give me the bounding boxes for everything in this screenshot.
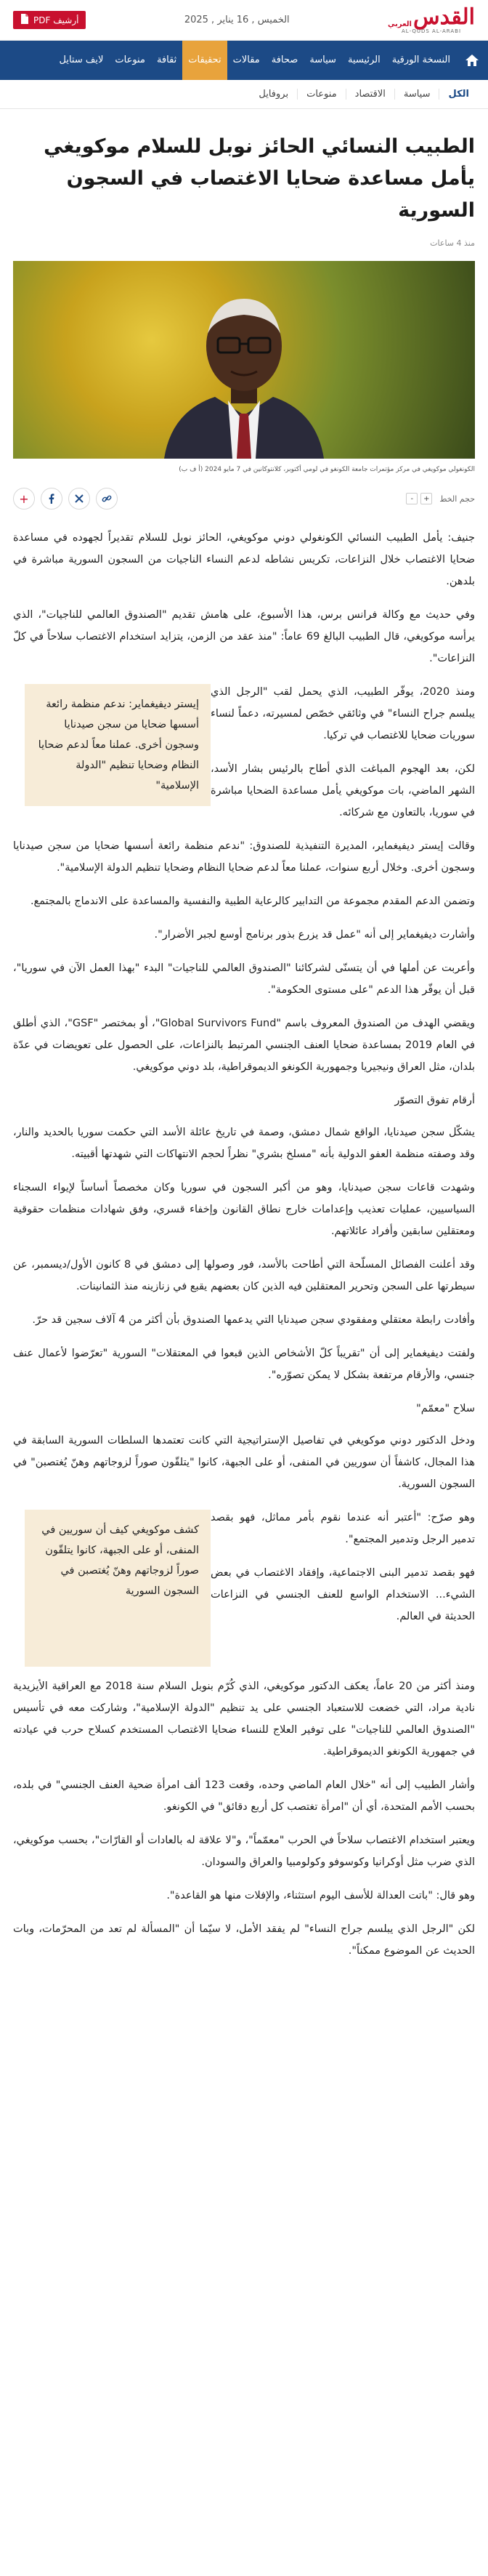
article-paragraph: وأشار الطبيب إلى أنه "خلال العام الماضي وحده، وقعت 123 ألف امرأة ضحية العنف الجنسي" في بلده، بحسب الأمم المتحدة، أي أن "امرأة تغتصب كل أربع دقائق" في الكونغو. [13, 1779, 476, 1813]
pull-quote: إيستر ديفيغماير: ندعم منظمة رائعة أسسها ضحايا من سجن صيدنايا وسجون أخرى. عملنا معاً لدعم ضحايا النظام وضحايا تنظيم "الدولة الإسلامية" [25, 684, 211, 806]
subnav-item[interactable]: الكل [439, 89, 478, 100]
logo-main-text: القدس [412, 4, 475, 30]
article-time: منذ 4 ساعات [430, 238, 475, 248]
article-paragraph: وأشارت ديفيغماير إلى أنه "عمل قد يزرع بذور برنامج أوسع لجبر الأضرار". [154, 929, 475, 941]
nav-item[interactable]: مقالات [232, 55, 260, 65]
pdf-archive-button[interactable] [13, 11, 86, 29]
article-paragraph: ويقضي الهدف من الصندوق المعروف باسم "Global Survivors Fund"، أو بمختصر "GSF"، الذي أطلق في العام 2019 بمساعدة ضحايا العنف الجنسي المرتبط بالنزاعات، على الحصول على تعويضات في عدّة بلدان، مثل العراق ونيجيريا وجمهورية الكونغو الديموقراطية، بلد دوني موكويغي. [13, 1018, 476, 1073]
subnav-item[interactable]: بروفايل [259, 89, 289, 100]
main-nav [0, 41, 488, 80]
article-paragraph: وتضمن الدعم المقدم مجموعة من التدابير كالرعاية الطبية والنفسية والمساعدة على الاندماج بالمجتمع. [30, 895, 475, 907]
share-icons [13, 488, 118, 510]
article-paragraph: وهو قال: "باتت العدالة للأسف اليوم استثناء، والإفلات منها هو القاعدة". [166, 1890, 475, 1901]
current-date: الخميس , 16 يناير , 2025 [184, 15, 290, 25]
article-paragraph: وقد أعلنت الفصائل المسلّحة التي أطاحت بالأسد، فور وصولها إلى دمشق في 8 كانون الأول/ديسمبر، عن سيطرتها على السجن وتحرير المعتقلين فيه الذين كان بعضهم يقبع في زنازينه منذ الثمانينات. [13, 1259, 475, 1292]
article-paragraph: جنيف: يأمل الطبيب النسائي الكونغولي دوني موكويغي، الحائز نوبل للسلام تقديراً لجهوده في مساعدة ضحايا الاغتصاب خلال النزاعات، تكريس نشاطه لدعم النساء الناجيات من السجون السورية مباشرة في بلدهن. [13, 532, 475, 587]
nav-item[interactable]: تحقيقات [182, 41, 227, 80]
nav-item[interactable]: صحافة [271, 55, 298, 65]
article-paragraph: وشهدت قاعات سجن صيدنايا، وهو من أكبر السجون في سوريا وكان مخصصاً أساساً لإيواء السجناء السياسيين، عمليات تعذيب وإعدامات خارج نطاق القانون وإخفاء قسري، وفق شهادات منظمات حقوقية ومعتقلين سابقين وأفراد عائلاتهم. [13, 1182, 475, 1237]
image-caption: الكونغولي موكويغي في مركز مؤتمرات جامعة الكونغو في لومي أكتوبر، كلانتوكانين في 7 مايو 2024 (أ ف ب) [179, 466, 475, 473]
article [0, 131, 488, 1962]
nav-items [54, 41, 457, 80]
article-paragraph: ودخل الدكتور دوني موكويغي في تفاصيل الإستراتيجية التي كانت تعتمدها السلطات السورية السابقة في هذا المجال، كاشفاً أن سوريين في المنفى، أو على الجبهة، كانوا "يتلقّون صوراً لزوجاتهم وهنّ يُغتصبن" في السجون السورية. [13, 1435, 475, 1490]
x-icon[interactable] [68, 488, 90, 510]
nav-item[interactable]: سياسة [309, 55, 336, 65]
home-icon[interactable] [456, 41, 488, 80]
article-paragraph: لكن "الرجل الذي يبلسم جراح النساء" لم يفقد الأمل، لا سيّما أن "المسألة لم تعد من المحرّمات، وبات الحديث عن الموضوع ممكناً". [13, 1923, 475, 1957]
article-paragraph: ومنذ 2020، يوفّر الطبيب، الذي يحمل لقب "الرجل الذي يبلسم جراح النساء" في وثائقي خصّص لمسيرته، دعماً لنساء سوريات ضحايا للاغتصاب في تركيا. [211, 686, 475, 741]
facebook-icon[interactable] [41, 488, 62, 510]
font-size-control [406, 493, 475, 504]
nav-item[interactable]: الرئيسية [347, 55, 381, 65]
article-hero-image [13, 261, 475, 459]
nav-item[interactable]: ثقافة [156, 55, 177, 65]
article-paragraph: وهو صرّح: "أعتبر أنه عندما نقوم بأمر مماثل، فهو بقصد تدمير الرجل وتدمير المجتمع". [211, 1512, 475, 1545]
article-paragraph: ولفتت ديفيغماير إلى أن "تقريباً كلّ الأشخاص الذين قبعوا في المعتقلات" السورية "تعرّضوا لأعمال عنف جنسي، والأرقام مرتفعة بشكل لا يمكن تصوّره". [13, 1348, 475, 1381]
font-decrease-button[interactable]: - [406, 493, 418, 504]
subnav-item[interactable]: الاقتصاد [346, 89, 394, 100]
portrait-illustration [150, 277, 338, 459]
pdf-archive-label: أرشيف PDF [33, 15, 79, 25]
article-paragraph: فهو بقصد تدمير البنى الاجتماعية، وإفقاد الاغتصاب في بعض الشيء... الاستخدام الواسع للعنف الجنسي في النزاعات الحديثة في العالم. [211, 1567, 475, 1622]
article-paragraph: ويعتبر استخدام الاغتصاب سلاحاً في الحرب "معمّماً"، و"لا علاقة له بالعادات أو القارّات"، بحسب موكويغي، الذي ضرب مثل أوكرانيا وكوسوفو وكولومبيا والعراق والسودان. [13, 1835, 475, 1868]
nav-item[interactable]: لايف ستايل [59, 55, 104, 65]
article-paragraph: ومنذ أكثر من 20 عاماً، يعكف الدكتور موكويغي، الذي كُرّم بنوبل السلام سنة 2018 مع العراقية الأيزيدية نادية مراد، التي خضعت للاستعباد الجنسي على يد تنظيم "الدولة الإسلامية"، وشاركت معه في تأسيس "الصندوق العالمي للناجيات" على توفير العلاج للنساء ضحايا الاغتصاب المستخدم كسلاح حرب في عيادته في جمهورية الكونغو الديموقراطية. [13, 1681, 475, 1758]
section-subhead: أرقام تفوق التصوّر [394, 1095, 475, 1106]
top-bar [0, 0, 488, 41]
nav-item[interactable]: النسخة الورقية [391, 55, 450, 65]
pull-quote: كشف موكويغي كيف أن سوريين في المنفى، أو على الجبهة، كانوا يتلقّون صوراً لزوجاتهم وهنّ يُغتصبن في السجون السورية [25, 1510, 211, 1667]
link-icon[interactable] [96, 488, 118, 510]
section-subhead: سلاح "معمّم" [416, 1403, 475, 1414]
font-size-label: حجم الخط [439, 494, 475, 504]
article-paragraph: لكن، بعد الهجوم المباغت الذي أطاح بالرئيس بشار الأسد، الشهر الماضي، بات موكويغي يأمل مساعدة الضحايا مباشرة في سوريا، بالتعاون مع شركائه. [211, 763, 475, 818]
article-headline: الطبيب النسائي الحائز نوبل للسلام موكويغي يأمل مساعدة ضحايا الاغتصاب في السجون السورية [44, 135, 475, 222]
sub-nav [0, 80, 488, 109]
plus-icon[interactable]: + [13, 488, 35, 510]
subnav-item[interactable]: سياسة [394, 89, 439, 100]
share-bar [13, 475, 475, 527]
site-logo[interactable] [388, 4, 475, 34]
font-increase-button[interactable]: + [420, 493, 432, 504]
article-paragraph: وأعربت عن أملها في أن يتسنّى لشركائنا "الصندوق العالمي للناجيات" البدء "بهذا العمل الآن في سوريا"، قبل أن يوفّر هذا الدعم "على مستوى الحكومة". [13, 962, 475, 996]
article-paragraph: وفي حديث مع وكالة فرانس برس، هذا الأسبوع، على هامش تقديم "الصندوق العالمي للناجيات"، الذي يرأسه موكويغي، قال الطبيب البالغ 69 عاماً: "منذ عقد من الزمن، يتزايد استخدام الاغتصاب سلاحاً في كلّ النزاعات". [13, 609, 475, 664]
article-paragraph: يشكّل سجن صيدنايا، الواقع شمال دمشق، وصمة في تاريخ عائلة الأسد التي حكمت سوريا بالحديد والنار، وقد وصفته منظمة العفو الدولية بأنه "مسلخ بشري" نظراً لحجم الانتهاكات التي شهدتها أقبيته. [13, 1127, 475, 1160]
subnav-item[interactable]: منوعات [297, 89, 346, 100]
logo-small-text: العربي [388, 20, 412, 28]
pdf-icon [20, 14, 29, 26]
article-paragraph: وقالت إيستر ديفيغماير، المديرة التنفيذية للصندوق: "ندعم منظمة رائعة أسسها ضحايا من سجن صيدنايا وسجون أخرى. وخلال أربع سنوات، عملنا معاً لدعم ضحايا النظام وضحايا تنظيم الدولة الإسلامية". [13, 840, 475, 874]
logo-subtitle: AL-QUDS AL-ARABI [402, 28, 462, 34]
article-paragraph: وأفادت رابطة معتقلي ومفقودي سجن صيدنايا التي يدعمها الصندوق بأن أكثر من 4 آلاف سجين قد حرّ. [32, 1314, 475, 1326]
nav-item[interactable]: منوعات [115, 55, 145, 65]
